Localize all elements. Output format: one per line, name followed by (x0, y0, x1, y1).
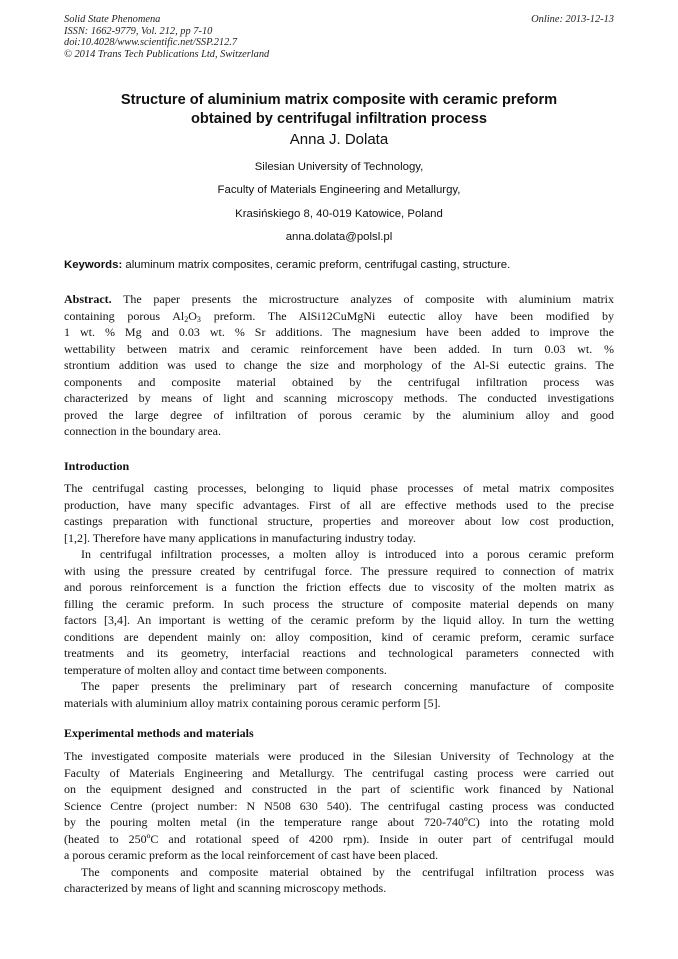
experimental-line: a porous ceramic preform as the local reinforcement of cast have been placed. (64, 848, 439, 862)
abstract-line: proved the large degree of infiltration of porous ceramic by the aluminium alloy and good (64, 407, 614, 422)
intro-line: filling the ceramic preform. In such process the structure of composite material depends on many (64, 596, 614, 611)
keywords (64, 258, 614, 273)
abstract-label: Abstract. (64, 292, 112, 306)
issn-line: ISSN: 1662-9779, Vol. 212, pp 7-10 (64, 25, 213, 37)
affiliation-line-2: Faculty of Materials Engineering and Metallurgy, (217, 184, 461, 197)
experimental-line: Faculty of Materials Engineering and Metallurgy. The centrifugal casting process were carried out (64, 765, 614, 780)
experimental-section (64, 748, 614, 897)
intro-line: materials with aluminium alloy matrix containing porous ceramic perform [5]. (64, 695, 441, 710)
intro-line: with using the pressure created by centrifugal force. The pressure required to connection of matrix (64, 563, 614, 578)
author-email: anna.dolata@polsl.pl (285, 230, 393, 243)
experimental-line: by the pouring molten metal (in the temperature range about 720-740ºC) into the rotating mold (64, 815, 614, 829)
introduction-heading: Introduction (64, 459, 130, 473)
affiliation-line-3: Krasińskiego 8, 40-019 Katowice, Poland (235, 207, 443, 220)
experimental-line: The investigated composite materials were produced in the Silesian University of Technology at the (64, 749, 614, 763)
keywords-label: Keywords: (64, 259, 123, 271)
experimental-heading: Experimental methods and materials (64, 726, 254, 740)
experimental-line: on the equipment designed and constructed in the part of scientific work financed by National (64, 782, 614, 796)
affiliation-line-1: Silesian University of Technology, (254, 161, 424, 173)
title-line-1: Structure of aluminium matrix composite with ceramic preform (120, 92, 558, 108)
introduction-section (64, 480, 614, 711)
intro-line: temperature of molten alloy and contact time between components. (64, 662, 387, 677)
intro-line: conditions are dependent mainly on: alloy composition, kind of ceramic preform, ceramic surface (64, 629, 614, 644)
intro-line: production, have many specific advantages. First of all are effective methods used to the precise (64, 497, 614, 512)
intro-line: treatments and its geometry, interfacial reactions and technological parameters connected with (64, 646, 614, 660)
intro-line: The centrifugal casting processes, belonging to liquid phase processes of metal matrix composites (64, 481, 614, 495)
intro-line: The paper presents the preliminary part of research concerning manufacture of composite (81, 679, 614, 693)
abstract-line: connection in the boundary area. (64, 424, 221, 438)
abstract-line: wettability between matrix and ceramic reinforcement have been added. In turn 0.03 wt. % (64, 341, 614, 356)
abstract-line: components and composite material obtained by the centrifugal infiltration process was (64, 374, 614, 389)
affiliation (64, 156, 614, 249)
experimental-line: characterized by means of light and scanning microscopy methods. (64, 881, 387, 895)
intro-line: and porous reinforcement is a function the friction effects due to viscosity of the molten matrix as (64, 580, 614, 594)
abstract-line: 1 wt. % Mg and 0.03 wt. % Sr additions. The magnesium have been added to improve the (64, 325, 614, 339)
author-name: Anna J. Dolata (289, 131, 389, 148)
experimental-line: Science Centre (project number: N N508 630 540). The centrifugal casting process was conducted (64, 798, 614, 813)
journal-name: Solid State Phenomena (64, 14, 161, 25)
intro-line: [1,2]. Therefore have many applications in manufacturing industry today. (64, 530, 416, 545)
intro-line: factors [3,4]. An important is wetting of the ceramic preform by the liquid alloy. In turn the wetting (64, 613, 614, 627)
abstract (64, 291, 614, 440)
online-date: Online: 2013-12-13 (531, 14, 614, 25)
intro-line: castings preparation with functional structure, properties and moreover about low cost production, (64, 514, 614, 528)
experimental-line: (heated to 250ºC and rotational speed of 4200 rpm). Inside in outer part of centrifugal mould (64, 831, 614, 846)
paper-title (64, 91, 614, 128)
intro-line: In centrifugal infiltration processes, a molten alloy is introduced into a porous ceramic preform (81, 547, 614, 561)
abstract-line: characterized by means of light and scanning microscopy methods. The conducted investigations (64, 391, 614, 405)
experimental-line: The components and composite material obtained by the centrifugal infiltration process was (81, 864, 614, 879)
abstract-line: containing porous $Al_2O_3$ preform. The AlSi12CuMgNi eutectic alloy have been modified by (64, 308, 614, 324)
journal-header (64, 14, 269, 60)
abstract-line: strontium addition was used to change the size and morphology of the Al-Si eutectic grains. The (64, 358, 614, 372)
title-line-2: obtained by centrifugal infiltration process (191, 110, 487, 127)
copyright-line: © 2014 Trans Tech Publications Ltd, Switzerland (64, 48, 270, 60)
doi-line: doi:10.4028/www.scientific.net/SSP.212.7 (64, 37, 238, 48)
abstract-line: Abstract. The paper presents the microstructure analyzes of composite with aluminium matrix (64, 292, 614, 306)
keywords-text: aluminum matrix composites, ceramic preform, centrifugal casting, structure. (122, 259, 511, 271)
